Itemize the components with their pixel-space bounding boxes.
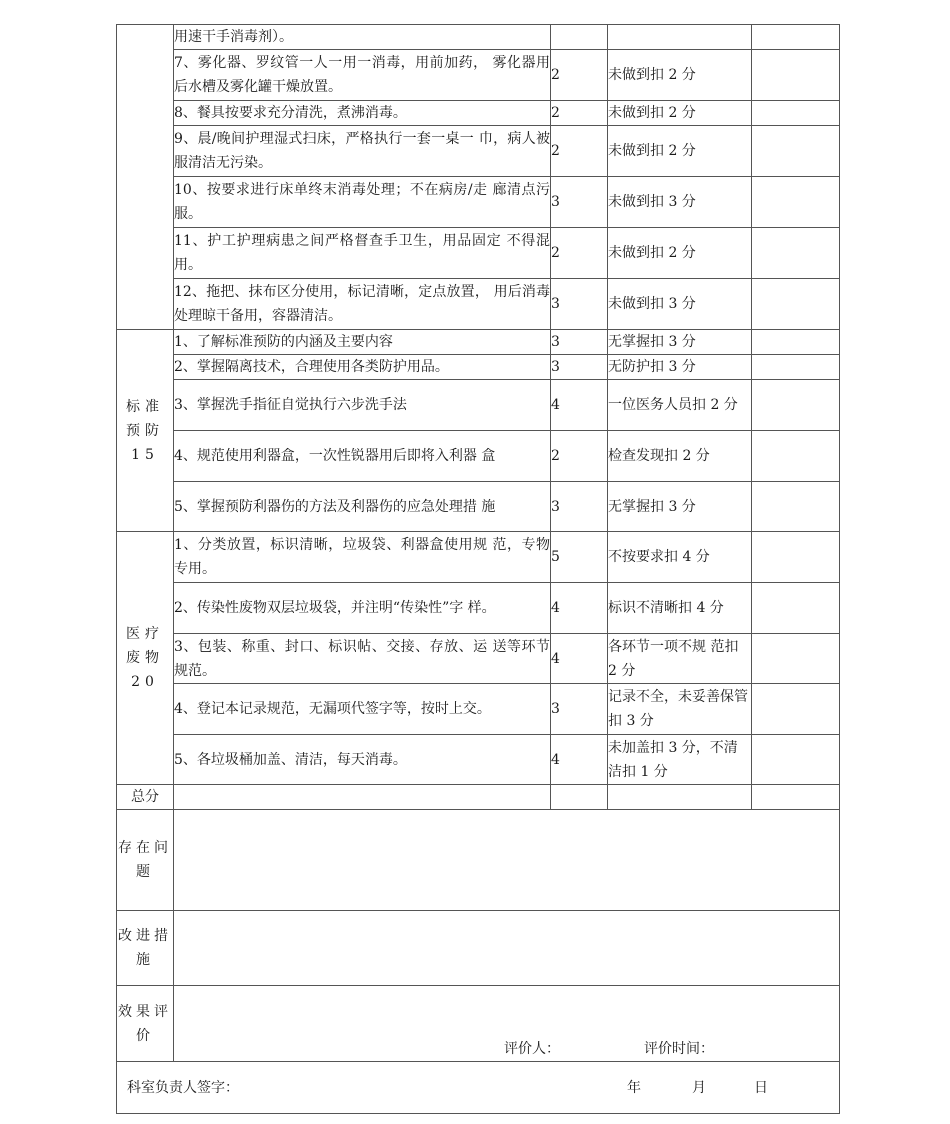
score-cell: 2 [551, 126, 608, 177]
table-row [117, 482, 840, 532]
improvements-field[interactable] [174, 911, 840, 986]
deduction-cell: 未做到扣 2 分 [608, 50, 752, 101]
category-medical-waste: 医疗废物20 [117, 532, 174, 785]
evaluation-label: 效果评价 [117, 986, 174, 1062]
deduction-cell: 未做到扣 2 分 [608, 126, 752, 177]
score-cell: 4 [551, 583, 608, 634]
total-score-cell [551, 785, 608, 810]
actual-score-cell [752, 330, 840, 355]
improvements-label: 改进措施 [117, 911, 174, 986]
score-cell: 3 [551, 355, 608, 380]
actual-score-cell [752, 126, 840, 177]
evaluation-field[interactable] [174, 986, 840, 1062]
total-item-cell [174, 785, 551, 810]
table-row [117, 583, 840, 634]
table-row [117, 735, 840, 785]
total-actual-cell [752, 785, 840, 810]
table-row [117, 177, 840, 228]
date-month-label: 月 [692, 1080, 706, 1096]
actual-score-cell [752, 532, 840, 583]
item-text: 用速干手消毒剂）。 [174, 25, 551, 50]
item-text: 7、雾化器、罗纹管一人一用一消毒，用前加药， 雾化器用后水槽及雾化罐干燥放置。 [174, 50, 551, 101]
table-row [117, 330, 840, 355]
score-cell: 3 [551, 177, 608, 228]
item-text: 2、掌握隔离技术，合理使用各类防护用品。 [174, 355, 551, 380]
table-row [117, 431, 840, 482]
deduction-cell: 检查发现扣 2 分 [608, 431, 752, 482]
table-row [117, 101, 840, 126]
item-text: 5、掌握预防利器伤的方法及利器伤的应急处理措 施 [174, 482, 551, 532]
score-cell: 4 [551, 634, 608, 684]
actual-score-cell [752, 431, 840, 482]
date-year-label: 年 [627, 1080, 641, 1096]
deduction-cell: 各环节一项不规 范扣 2 分 [608, 634, 752, 684]
score-cell: 4 [551, 735, 608, 785]
score-cell: 3 [551, 330, 608, 355]
item-text: 11、护工护理病患之间严格督查手卫生，用品固定 不得混用。 [174, 228, 551, 279]
deduction-cell: 无防护扣 3 分 [608, 355, 752, 380]
item-text: 2、传染性废物双层垃圾袋，并注明“传染性”字 样。 [174, 583, 551, 634]
score-cell: 2 [551, 101, 608, 126]
score-cell [551, 25, 608, 50]
deduction-cell: 未做到扣 3 分 [608, 279, 752, 330]
item-text: 1、分类放置，标识清晰，垃圾袋、利器盒使用规 范，专物专用。 [174, 532, 551, 583]
actual-score-cell [752, 228, 840, 279]
total-deduction-cell [608, 785, 752, 810]
actual-score-cell [752, 177, 840, 228]
actual-score-cell [752, 355, 840, 380]
deduction-cell: 未做到扣 2 分 [608, 101, 752, 126]
score-cell: 4 [551, 380, 608, 431]
actual-score-cell [752, 482, 840, 532]
problems-label: 存在问题 [117, 810, 174, 911]
evaluation-time-label: 评价时间： [644, 1041, 714, 1057]
actual-score-cell [752, 50, 840, 101]
signature-row [117, 1062, 840, 1114]
actual-score-cell [752, 25, 840, 50]
actual-score-cell [752, 634, 840, 684]
table-row [117, 126, 840, 177]
actual-score-cell [752, 684, 840, 735]
evaluator-label: 评价人： [504, 1041, 560, 1057]
table-row [117, 684, 840, 735]
problems-field[interactable] [174, 810, 840, 911]
table-row [117, 380, 840, 431]
item-text: 9、晨/晚间护理湿式扫床，严格执行一套一桌一 巾，病人被服清洁无污染。 [174, 126, 551, 177]
actual-score-cell [752, 279, 840, 330]
deduction-cell: 记录不全，未妥善保管扣 3 分 [608, 684, 752, 735]
deduction-cell: 一位医务人员扣 2 分 [608, 380, 752, 431]
actual-score-cell [752, 735, 840, 785]
table-row [117, 355, 840, 380]
table-row [117, 228, 840, 279]
score-cell: 3 [551, 482, 608, 532]
signature-field[interactable] [117, 1062, 840, 1114]
score-cell: 2 [551, 228, 608, 279]
table-row [117, 634, 840, 684]
table-row [117, 25, 840, 50]
actual-score-cell [752, 101, 840, 126]
total-row [117, 785, 840, 810]
score-cell: 2 [551, 431, 608, 482]
deduction-cell: 无掌握扣 3 分 [608, 330, 752, 355]
item-text: 1、了解标准预防的内涵及主要内容 [174, 330, 551, 355]
deduction-cell: 不按要求扣 4 分 [608, 532, 752, 583]
deduction-cell: 无掌握扣 3 分 [608, 482, 752, 532]
category-standard-precautions: 标准预防15 [117, 330, 174, 532]
signature-label: 科室负责人签字： [127, 1080, 239, 1096]
deduction-cell: 未加盖扣 3 分，不清洁扣 1 分 [608, 735, 752, 785]
evaluation-row [117, 986, 840, 1062]
deduction-cell: 标识不清晰扣 4 分 [608, 583, 752, 634]
category-cell [117, 25, 174, 330]
item-text: 3、掌握洗手指征自觉执行六步洗手法 [174, 380, 551, 431]
item-text: 3、包装、称重、封口、标识帖、交接、存放、运 送等环节规范。 [174, 634, 551, 684]
actual-score-cell [752, 380, 840, 431]
deduction-cell [608, 25, 752, 50]
inspection-form-table [116, 24, 840, 1114]
item-text: 12、拖把、抹布区分使用，标记清晰，定点放置， 用后消毒处理晾干备用，容器清洁。 [174, 279, 551, 330]
improvements-row [117, 911, 840, 986]
deduction-cell: 未做到扣 2 分 [608, 228, 752, 279]
total-label: 总分 [117, 785, 174, 810]
date-day-label: 日 [754, 1080, 768, 1096]
score-cell: 3 [551, 279, 608, 330]
item-text: 4、规范使用利器盒，一次性锐器用后即将入利器 盒 [174, 431, 551, 482]
score-cell: 2 [551, 50, 608, 101]
table-row [117, 532, 840, 583]
actual-score-cell [752, 583, 840, 634]
table-row [117, 50, 840, 101]
score-cell: 3 [551, 684, 608, 735]
problems-row [117, 810, 840, 911]
item-text: 8、餐具按要求充分清洗，煮沸消毒。 [174, 101, 551, 126]
item-text: 10、按要求进行床单终末消毒处理；不在病房/走 廊清点污服。 [174, 177, 551, 228]
deduction-cell: 未做到扣 3 分 [608, 177, 752, 228]
item-text: 4、登记本记录规范，无漏项代签字等，按时上交。 [174, 684, 551, 735]
score-cell: 5 [551, 532, 608, 583]
item-text: 5、各垃圾桶加盖、清洁，每天消毒。 [174, 735, 551, 785]
table-row [117, 279, 840, 330]
